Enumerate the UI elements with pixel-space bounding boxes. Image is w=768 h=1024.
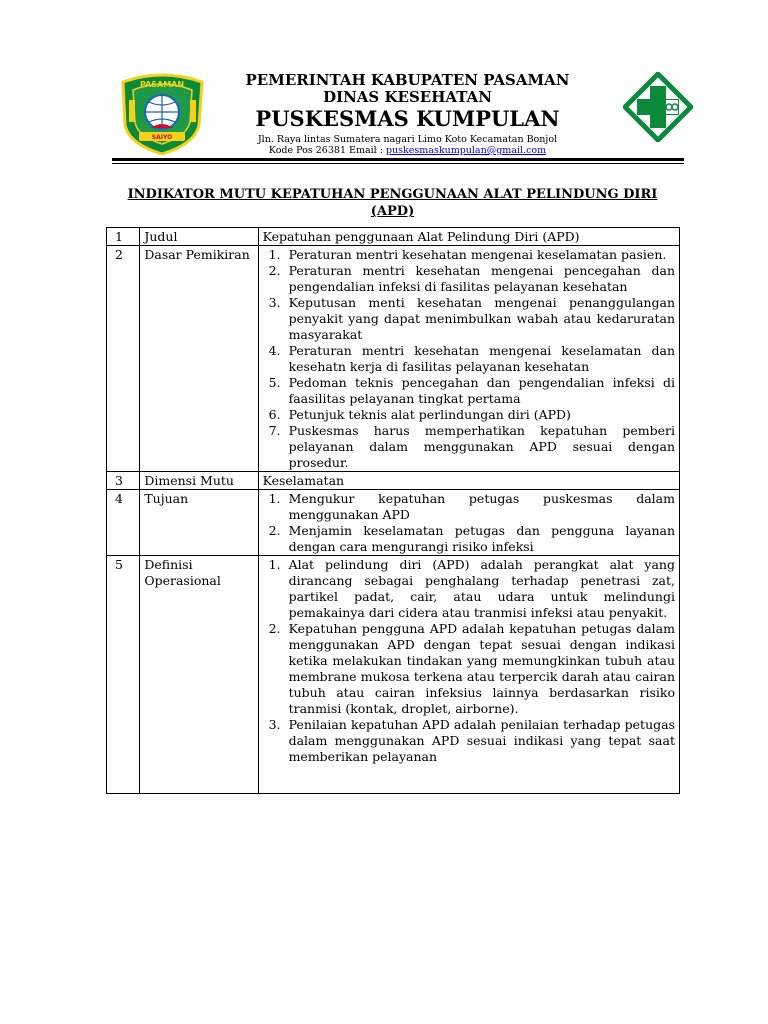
row-label: Definisi Operasional [140, 556, 258, 794]
postal-code-label: Kode Pos 26381 Email : [268, 145, 386, 156]
puskesmas-logo-icon [623, 72, 693, 142]
row-number: 1 [107, 228, 140, 246]
row-label: Tujuan [140, 490, 258, 556]
row-label: Dimensi Mutu [140, 472, 258, 490]
contact-line [220, 145, 595, 156]
row-number: 2 [107, 246, 140, 472]
indicator-table [106, 227, 680, 794]
list-item: 2. Menjamin keselamatan petugas dan pengguna layanan dengan cara mengurangi risiko infeksi [268, 523, 675, 554]
letterhead-text [220, 72, 595, 156]
table-row [107, 228, 680, 246]
title-line-2: (APD) [370, 204, 415, 219]
row-value [258, 556, 679, 794]
list-item: 1. Mengukur kepatuhan petugas puskesmas dalam menggunakan APD [268, 491, 675, 522]
email-link[interactable]: puskesmaskumpulan@gmail.com [385, 145, 547, 156]
address: Jln. Raya lintas Sumatera nagari Limo Koto Kecamatan Bonjol [257, 134, 558, 145]
emblem-top-text: PASAMAN [139, 80, 185, 89]
table-row [107, 246, 680, 472]
row-number: 5 [107, 556, 140, 794]
row-number: 4 [107, 490, 140, 556]
list-item: 5. Pedoman teknis pencegahan dan pengendalian infeksi di faasilitas pelayanan tingkat pertama [268, 375, 675, 406]
letterhead-rule-thin [112, 163, 684, 164]
table-row [107, 556, 680, 794]
row-number: 3 [107, 472, 140, 490]
row-label: Judul [140, 228, 258, 246]
government-name: PEMERINTAH KABUPATEN PASAMAN [245, 71, 570, 89]
numbered-list [263, 491, 675, 555]
letterhead-rule-thick [112, 158, 684, 161]
list-item: 3. Keputusan menti kesehatan mengenai penanggulangan penyakit yang dapat menimbulkan wabah atau kedaruratan masyarakat [268, 295, 675, 342]
letterhead [0, 0, 768, 165]
list-item: 6. Petunjuk teknis alat perlindungan diri (APD) [268, 407, 571, 422]
row-value [258, 490, 679, 556]
list-item: 2. Peraturan mentri kesehatan mengenai pencegahan dan pengendalian infeksi di fasilitas pelayanan kesehatan [268, 263, 675, 294]
list-item: 1. Alat pelindung diri (APD) adalah perangkat alat yang dirancang sebagai penghalang terhadap penetrasi zat, partikel padat, cair, atau udara untuk melindungi pemakainya dari cidera atau tranmisi infeksi atau penyakit. [268, 557, 675, 620]
page-break-clip [263, 557, 675, 793]
row-value [258, 246, 679, 472]
table-row [107, 472, 680, 490]
row-value: Keselamatan [258, 472, 679, 490]
pasaman-regency-emblem [115, 70, 210, 155]
list-item: 7. Puskesmas harus memperhatikan kepatuhan pemberi pelayanan dalam menggunakan APD sesuai dengan prosedur. [268, 423, 675, 470]
institution-name: PUSKESMAS KUMPULAN [255, 106, 560, 131]
list-item: 2. Kepatuhan pengguna APD adalah kepatuhan petugas dalam menggunakan APD dengan tepat sesuai dengan indikasi ketika melakukan tindakan yang memungkinkan tubuh atau membrane mukosa terkena atau terpercik darah atau cairan tubuh atau cairan infeksius lainnya berdasarkan risiko tranmisi (kontak, droplet, airborne). [268, 621, 675, 716]
row-label: Dasar Pemikiran [140, 246, 258, 472]
numbered-list [263, 557, 675, 765]
document-title [115, 186, 670, 220]
table-row [107, 490, 680, 556]
emblem-bottom-text: SAIYO [151, 134, 173, 141]
title-line-1: INDIKATOR MUTU KEPATUHAN PENGGUNAAN ALAT PELINDUNG DIRI [127, 187, 658, 202]
row-value: Kepatuhan penggunaan Alat Pelindung Diri (APD) [258, 228, 679, 246]
list-item: 4. Peraturan mentri kesehatan mengenai keselamatan dan kesehatn kerja di fasilitas pelayanan kesehatan [268, 343, 675, 374]
list-item: 3. Penilaian kepatuhan APD adalah penilaian terhadap petugas dalam menggunakan APD sesuai indikasi yang tepat saat memberikan pelayanan [268, 717, 675, 764]
department-name: DINAS KESEHATAN [323, 88, 492, 106]
numbered-list [263, 247, 675, 471]
list-item: 1. Peraturan mentri kesehatan mengenai keselamatan pasien. [268, 247, 667, 262]
